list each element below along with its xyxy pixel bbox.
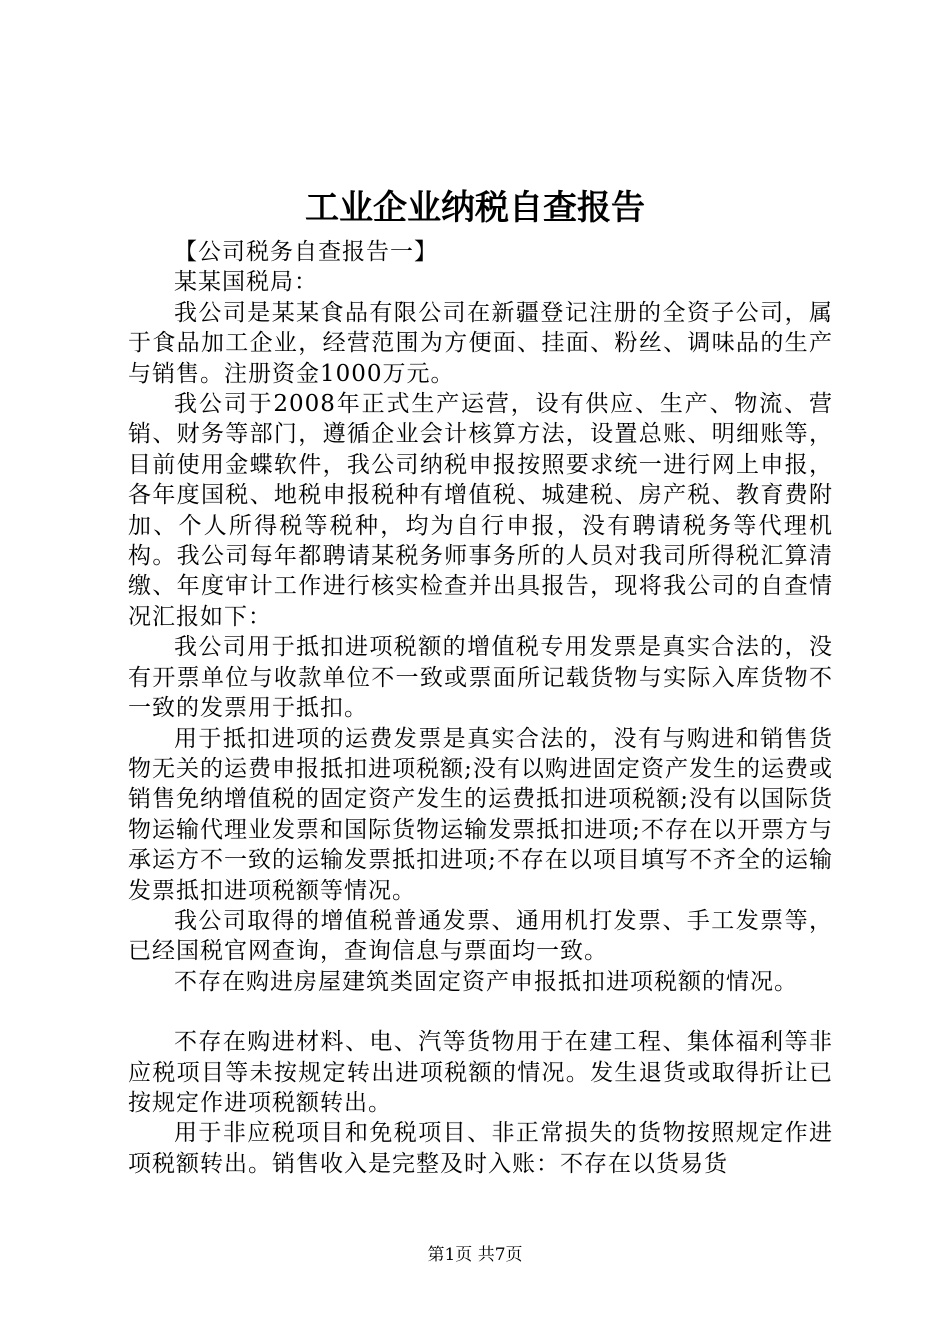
paragraph: 用于非应税项目和免税项目、非正常损失的货物按照规定作进项税额转出。销售收入是完整及时入账：不存在以货易货 — [128, 1120, 833, 1177]
document-body — [128, 237, 833, 1179]
section-heading: 【公司税务自查报告一】 — [174, 239, 438, 265]
paragraph: 我公司取得的增值税普通发票、通用机打发票、手工发票等，已经国税官网查询，查询信息与票面均一致。 — [128, 907, 833, 965]
paragraph: 不存在购进房屋建筑类固定资产申报抵扣进项税额的情况。 — [174, 968, 798, 995]
salutation: 某某国税局： — [174, 269, 318, 296]
paragraph: 我公司是某某食品有限公司在新疆登记注册的全资子公司，属于食品加工企业，经营范围为方便面、挂面、粉丝、调味品的生产与销售。注册资金1000万元。 — [128, 299, 833, 387]
paragraph: 我公司于2008年正式生产运营，设有供应、生产、物流、营销、财务等部门，遵循企业会计核算方法，设置总账、明细账等，目前使用金蝶软件，我公司纳税申报按照要求统一进行网上申报，各年度国税、地税申报税种有增值税、城建税、房产税、教育费附加、个人所得税等税种，均为自行申报，没有聘请税务等代理机构。我公司每年都聘请某税务师事务所的人员对我司所得税汇算清缴、年度审计工作进行核实检查并出具报告，现将我公司的自查情况汇报如下： — [128, 391, 833, 630]
page-footer: 第1页 共7页 — [427, 1245, 523, 1265]
document-title: 工业企业纳税自查报告 — [305, 188, 645, 228]
paragraph: 用于抵扣进项的运费发票是真实合法的，没有与购进和销售货物无关的运费申报抵扣进项税额;没有以购进固定资产发生的运费或销售免纳增值税的固定资产发生的运费抵扣进项税额;没有以国际货物运输代理业发票和国际货物运输发票抵扣进项;不存在以开票方与承运方不一致的运输发票抵扣进项;不存在以项目填写不齐全的运输发票抵扣进项税额等情况。 — [128, 725, 833, 904]
paragraph: 不存在购进材料、电、汽等货物用于在建工程、集体福利等非应税项目等未按规定转出进项税额的情况。发生退货或取得折让已按规定作进项税额转出。 — [128, 1029, 833, 1116]
paragraph: 我公司用于抵扣进项税额的增值税专用发票是真实合法的，没有开票单位与收款单位不一致或票面所记载货物与实际入库货物不一致的发票用于抵扣。 — [128, 634, 833, 722]
